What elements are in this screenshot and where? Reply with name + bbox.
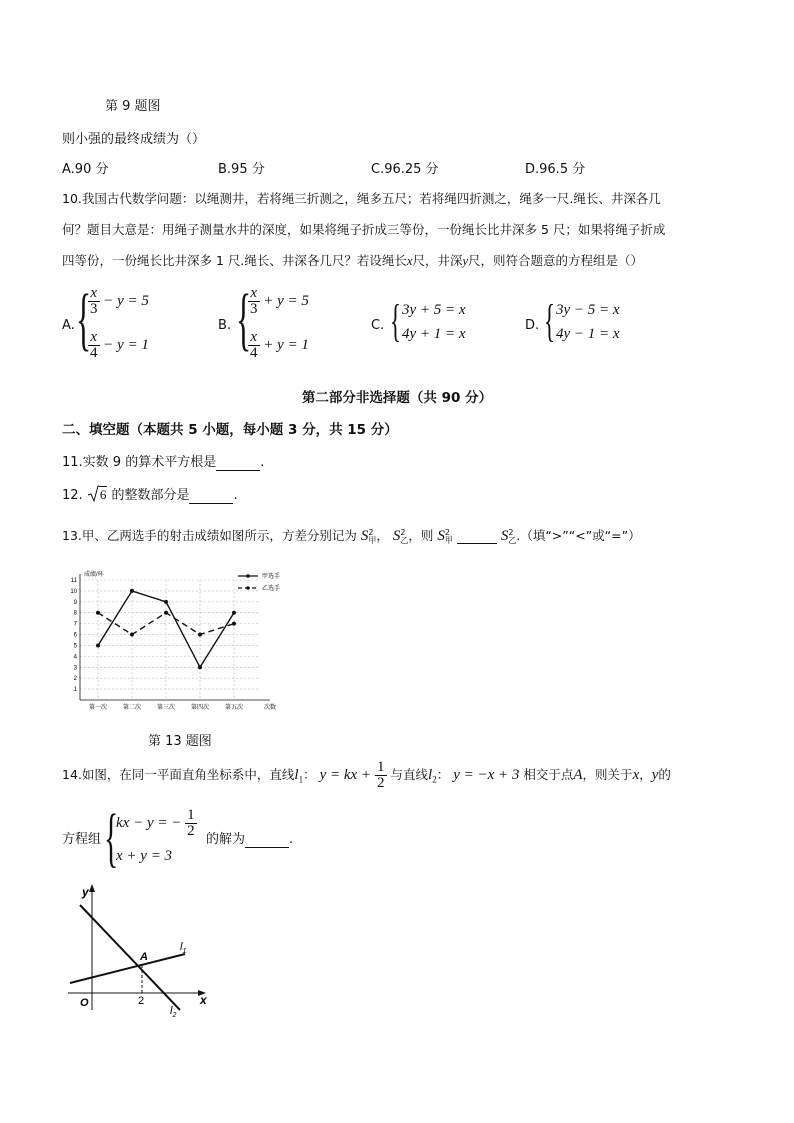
q14-answer-blank[interactable]	[245, 832, 289, 848]
q12: 12. 6 的整数部分是 .	[62, 487, 238, 503]
l1-label: $l_1$	[180, 941, 187, 955]
q9-figure-caption: 第 9 题图	[105, 99, 161, 114]
section-two-title: 二、填空题（本题共 5 小题，每小题 3 分，共 15 分）	[62, 422, 398, 438]
legend-label: 甲选手	[262, 574, 281, 580]
legend-marker	[246, 574, 250, 578]
l2-label: $l_2$	[170, 1005, 177, 1019]
y-tick-label: 3	[73, 665, 77, 672]
q9-option-d[interactable]: D.96.5 分	[525, 162, 586, 177]
data-point	[96, 611, 100, 615]
q10-option-d-label[interactable]: D.	[525, 318, 540, 333]
q9-option-c[interactable]: C.96.25 分	[371, 162, 439, 177]
q10-line-1: 10.我国古代数学问题：以绳测井，若将绳三折测之，绳多五尺；若将绳四折测之，绳多一尺.绳长、井深各几	[62, 191, 661, 206]
q10-line-3: 四等份，一份绳长比井深多 1 尺.绳长、井深各几尺？若设绳长x尺，井深y尺，则符合题意的方程组是（）	[62, 253, 644, 268]
y-tick-label: 7	[73, 621, 77, 628]
q14-equation-system: { kx − y = − $\frac{1}{2}$ x + y = 3	[104, 801, 195, 874]
q14-coordinate-figure	[60, 880, 220, 1020]
y-tick-label: 11	[70, 578, 77, 584]
x-axis-label: 次数	[264, 705, 277, 711]
data-point	[164, 600, 168, 604]
line-l1	[70, 954, 185, 983]
q10-option-a-label[interactable]: A.	[62, 318, 75, 333]
q10-option-a-system[interactable]: { $\frac{x}{3}$ − y = 5 $\frac{x}{4}$ − y = 1	[76, 281, 149, 361]
data-point	[130, 589, 134, 593]
legend-marker	[246, 586, 250, 590]
data-point	[96, 643, 100, 647]
legend-label: 乙选手	[262, 586, 281, 592]
sqrt-icon	[87, 485, 99, 503]
q10-option-d-system[interactable]: { 3y − 5 = x 4y − 1 = x	[544, 295, 620, 346]
chart-axes	[80, 574, 270, 700]
q13-figure-caption: 第 13 题图	[148, 734, 212, 749]
q14-line-2-prefix: 方程组	[62, 832, 102, 847]
q10-option-c-label[interactable]: C.	[371, 318, 385, 333]
chart-grid	[80, 580, 260, 700]
origin-label: O	[80, 997, 89, 1009]
q10-option-b-system[interactable]: { $\frac{x}{3}$ + y = 5 $\frac{x}{4}$ + y = 1	[236, 281, 309, 361]
q9-question: 则小强的最终成绩为（）	[62, 132, 206, 147]
y-axis-label: y	[82, 885, 89, 899]
x-tick-label: 第三次	[156, 705, 176, 711]
tick-2-label: 2	[138, 995, 145, 1007]
y-tick-label: 5	[73, 643, 77, 650]
data-point	[198, 633, 202, 637]
data-point	[232, 611, 236, 615]
data-point	[164, 611, 168, 615]
q11-answer-blank[interactable]	[216, 455, 260, 471]
q9-option-a[interactable]: A.90 分	[62, 162, 109, 177]
y-tick-label: 2	[73, 676, 77, 683]
x-tick-label: 第二次	[122, 705, 142, 711]
data-point	[130, 633, 134, 637]
x-axis-label: x	[200, 993, 207, 1007]
q14-line-2-suffix: 的解为 .	[206, 832, 294, 847]
y-tick-label: 4	[73, 654, 77, 661]
x-tick-label: 第一次	[88, 705, 108, 711]
q11: 11.实数 9 的算术平方根是 .	[62, 455, 265, 470]
y-tick-label: 8	[73, 610, 77, 617]
data-point	[232, 622, 236, 626]
q10-option-b-label[interactable]: B.	[218, 318, 232, 333]
q13-score-chart	[60, 566, 300, 716]
line-l2	[80, 905, 180, 1010]
q13: 13.甲、乙两选手的射击成绩如图所示，方差分别记为 S 2 甲 ， S 2 乙 ，则 S 2 甲 S 2 乙 .（填“>”“<”或“=”）	[62, 528, 641, 545]
y-tick-label: 6	[73, 632, 77, 639]
q12-answer-blank[interactable]	[189, 488, 233, 504]
y-axis-arrow-icon	[89, 884, 95, 892]
point-a-label: A	[140, 951, 148, 963]
q9-option-b[interactable]: B.95 分	[218, 162, 265, 177]
data-point	[198, 665, 202, 669]
q10-option-c-system[interactable]: { 3y + 5 = x 4y + 1 = x	[390, 295, 466, 346]
q13-answer-blank[interactable]	[457, 528, 497, 544]
q10-line-2: 何？题目大意是：用绳子测量水井的深度，如果将绳子折成三等份，一份绳长比井深多 5 尺；如果将绳子折成	[62, 222, 666, 237]
part-two-title: 第二部分非选择题（共 90 分）	[301, 390, 493, 406]
y-axis-label: 成绩/环	[84, 572, 104, 578]
y-tick-label: 10	[70, 588, 77, 595]
y-tick-label: 9	[73, 599, 77, 606]
x-tick-label: 第四次	[190, 705, 210, 711]
q14-line-1: 14.如图，在同一平面直角坐标系中，直线$l_1$： y = kx + $\frac{1}{2}$ 与直线$l_2$： y = −x + 3 相交于点A，则关于x，y的	[62, 759, 671, 791]
chart-legend	[238, 572, 280, 592]
x-tick-label: 第五次	[224, 705, 244, 711]
y-tick-label: 1	[73, 687, 77, 694]
